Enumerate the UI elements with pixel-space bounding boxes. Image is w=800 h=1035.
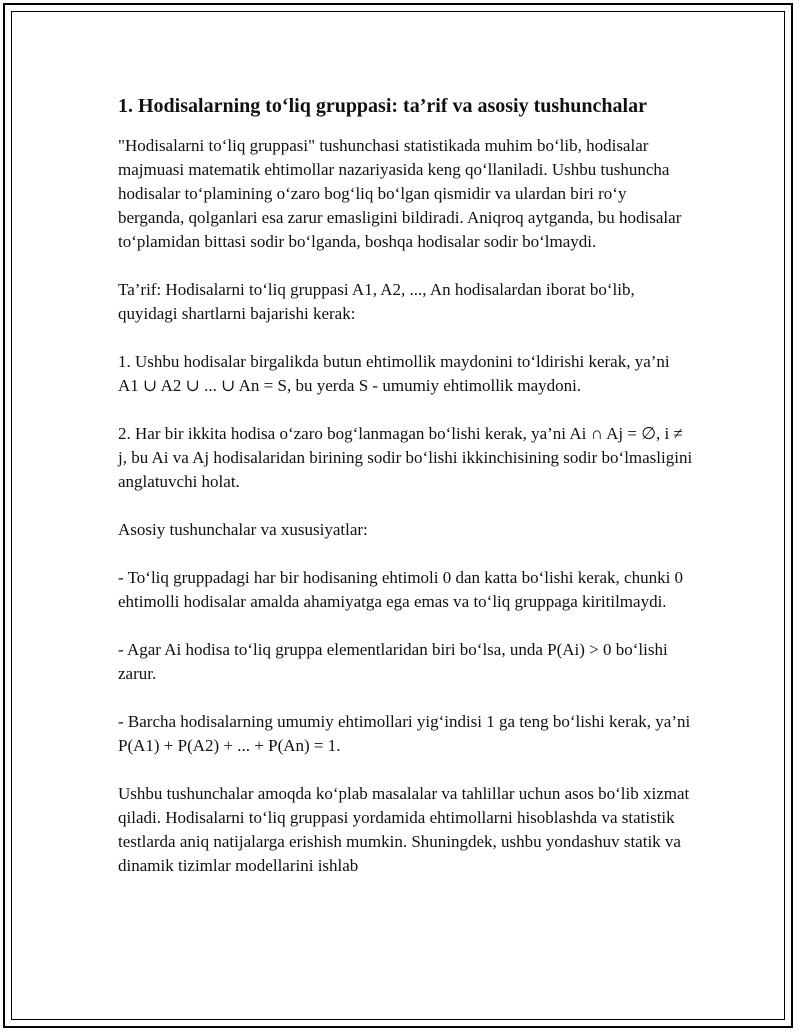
paragraph-property-2: - Agar Ai hodisa to‘liq gruppa elementlaridan biri bo‘lsa, unda P(Ai) > 0 bo‘lishi zarur. xyxy=(118,640,668,683)
paragraph-conclusion: Ushbu tushunchalar amoqda ko‘plab masalalar va tahlillar uchun asos bo‘lib xizmat qiladi. Hodisalarni to‘liq gruppasi yordamida ehtimollarni hisoblashda va statistik testlarda aniq natijalarga erishish mumkin. Shuningdek, ushbu yondashuv statik va dinamik tizimlar modellarini ishlab xyxy=(118,784,690,875)
paragraph-condition-1: 1. Ushbu hodisalar birgalikda butun ehtimollik maydonini to‘ldirishi kerak, ya’ni A1 ∪ A2 ∪ ... ∪ An = S, bu yerda S - umumiy ehtimollik maydoni. xyxy=(118,352,670,395)
section-heading: 1. Hodisalarning to‘liq gruppasi: ta’rif va asosiy tushunchalar xyxy=(118,95,647,117)
paragraph-condition-2: 2. Har bir ikkita hodisa o‘zaro bog‘lanmagan bo‘lishi kerak, ya’ni Ai ∩ Aj = ∅, i ≠ j, bu Ai va Aj hodisalaridan birining sodir bo‘lishi ikkinchisining sodir bo‘lmasligini anglatuvchi holat. xyxy=(118,424,693,491)
paragraph-properties-heading: Asosiy tushunchalar va xususiyatlar: xyxy=(118,520,368,539)
paragraph-property-1: - To‘liq gruppadagi har bir hodisaning ehtimoli 0 dan katta bo‘lishi kerak, chunki 0 ehtimolli hodisalar amalda ahamiyatga ega emas va to‘liq gruppaga kiritilmaydi. xyxy=(118,568,684,611)
paragraph-definition: Ta’rif: Hodisalarni to‘liq gruppasi A1, A2, ..., An hodisalardan iborat bo‘lib, quyidagi shartlarni bajarishi kerak: xyxy=(118,280,635,323)
document-body xyxy=(118,92,693,902)
paragraph-property-3: - Barcha hodisalarning umumiy ehtimollari yig‘indisi 1 ga teng bo‘lishi kerak, ya’ni P(A1) + P(A2) + ... + P(An) = 1. xyxy=(118,712,691,755)
paragraph-intro: "Hodisalarni to‘liq gruppasi" tushunchasi statistikada muhim bo‘lib, hodisalar majmuasi matematik ehtimollar nazariyasida keng qo‘llaniladi. Ushbu tushuncha hodisalar to‘plamining o‘zaro bog‘liq bo‘lgan qismidir va ulardan biri ro‘y berganda, qolganlari esa zarur emasligini bildiradi. Aniqroq aytganda, bu hodisalar to‘plamidan bittasi sodir bo‘lganda, boshqa hodisalar sodir bo‘lmaydi. xyxy=(118,136,682,251)
